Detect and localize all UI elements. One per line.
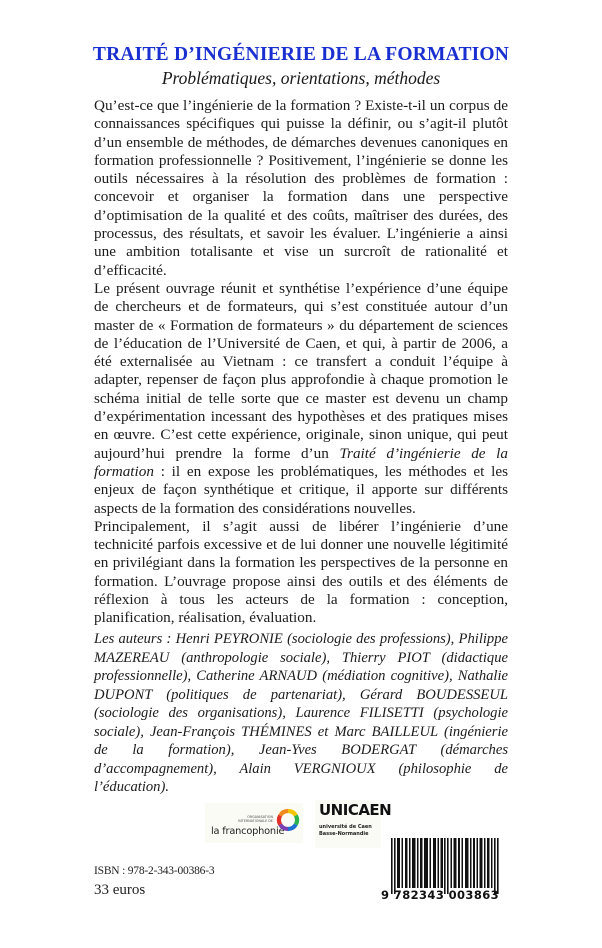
francophonie-logo-small-text: ORGANISATION INTERNATIONALE DE bbox=[238, 815, 273, 823]
book-subtitle: Problématiques, orientations, méthodes bbox=[161, 68, 441, 88]
book-title: TRAITÉ D’INGÉNIERIE DE LA FORMATION bbox=[92, 44, 510, 65]
blurb-paragraph-2-text-b: : il en expose les problématiques, les méthodes et les enjeux de façon synthétique et critique, il apporte sur différents aspects de la formation des considérations nouvelles. bbox=[94, 462, 508, 517]
francophonie-logo-brand: la francophonie bbox=[211, 826, 285, 837]
blurb-paragraph-3-text: Principalement, il s’agit aussi de libérer l’ingénierie d’une technicité parfois excessive et de lui donner une nouvelle légitimité en privilégiant dans la formation les perspectives de la personne en formation. L’ouvrage propose ainsi des outils et des éléments de réflexion à tous les acteurs de la formation : conception, planification, réalisation, évaluation. bbox=[94, 517, 508, 627]
blurb-paragraph-1-text: Qu’est-ce que l’ingénierie de la formation ? Existe-t-il un corpus de connaissances spécifiques qui puisse la définir, ou s’agit-il plutôt d’un ensemble de méthodes, de démarches devenues canoniques en formation professionnelle ? Positivement, l’ingénierie se donne les outils nécessaires à la résolution des problèmes de formation : concevoir et organiser la formation dans une perspective d’optimisation de la qualité et des coûts, maîtriser des durées, des processus, des résultats, et savoir les évaluer. L’ingénierie a ainsi une ambition totalisante et vise un surcroît de rationalité et d’efficacité. bbox=[94, 97, 508, 279]
blurb-paragraph-1 bbox=[94, 97, 508, 280]
authors-list: Les auteurs : Henri PEYRONIE (sociologie des professions), Philippe MAZEREAU (anthropologie sociale), Thierry PIOT (didactique professionnelle), Catherine ARNAUD (médiation cognitive), Nathalie DUPONT (politiques de partenariat), Gérard BOUDESSEUL (sociologie des organisations), Laurence FILISETTI (psychologie sociale), Jean-François THÉMINES et Marc BAILLEUL (ingénierie de la formation), Jean-Yves BODERGAT (démarches d’accompagnement), Alain VERGNIOUX (philosophie de l’éducation). bbox=[94, 631, 508, 795]
unicaen-logo-sub-line-1: université de Caen bbox=[319, 824, 372, 830]
barcode-digits: 9 782343 003863 bbox=[381, 888, 500, 902]
isbn-number: ISBN : 978-2-343-00386-3 bbox=[94, 865, 215, 877]
unicaen-logo-sub-line-2: Basse-Normandie bbox=[319, 830, 369, 837]
unicaen-logo-subtitle bbox=[319, 824, 372, 837]
back-cover-blurb bbox=[94, 97, 508, 628]
blurb-paragraph-2 bbox=[94, 280, 508, 518]
unicaen-logo bbox=[315, 800, 392, 848]
francophonie-ring-icon bbox=[276, 808, 300, 832]
unicaen-logo-mark: UNICAEN bbox=[319, 801, 392, 819]
francophonie-logo bbox=[205, 803, 303, 843]
blurb-paragraph-2-text-a: Le présent ouvrage réunit et synthétise l’expérience d’une équipe de chercheurs et de formateurs, qui s’est constituée autour d’un master de « Formation de formateurs » du département de sciences de l’éducation de l’Université de Caen, et qui, à partir de 2006, a été externalisée au Vietnam : ce transfert a conduit l’équipe à adapter, repenser de façon plus approfondie à chaque promotion le schéma initial de telle sorte que ce master est devenu un champ d’expérimentation incessant des hypothèses et des pratiques mises en œuvre. C’est cette expérience, originale, sinon unique, qui peut aujourd’hui prendre la forme d’un bbox=[94, 279, 508, 462]
book-title-reference: Traité d’ingénierie de la formation bbox=[94, 444, 508, 480]
price: 33 euros bbox=[94, 882, 146, 898]
blurb-paragraph-3 bbox=[94, 518, 508, 628]
